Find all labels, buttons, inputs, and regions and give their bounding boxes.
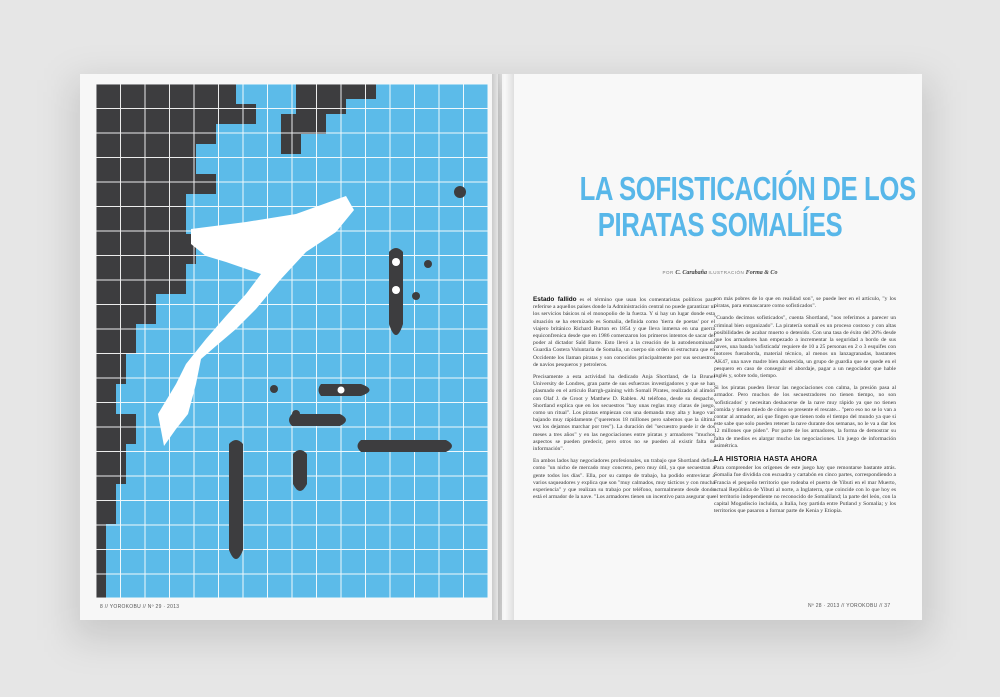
paragraph bbox=[533, 296, 715, 369]
boat bbox=[293, 450, 307, 491]
boat bbox=[229, 440, 243, 559]
byline-author: C. Carabaña bbox=[675, 270, 707, 276]
text-column-1 bbox=[533, 296, 715, 506]
byline-illustrator: Forma & Co bbox=[745, 270, 778, 276]
paragraph: son más pobres de lo que en realidad son", se puede leer en el artículo, "y los piratas, para enmascarare como sofisticados". bbox=[714, 296, 896, 310]
article-title bbox=[579, 170, 916, 243]
byline-por: POR bbox=[662, 270, 674, 275]
paragraph: Precisamente a esta actividad ha dedicado Anja Shortland, de la Brunel University de Londres, gran parte de sus esfuerzos investigadores y que se han plasmado en el artículo Barrgh-gaining with Somali Pirates, realizado al alimón con Olaf J. de Groot y Matthew D. Rablen. Al teléfono, desde su despacho, Shortland explica que en los secuestros "hay unas reglas muy claras de juego, como un ritual". Los piratas empiezan con una demanda muy alta y luego van bajando muy rápidamente ("queremos 18 millones pero sabemos que la última vez los dejamos marchar por tres"). La duración del "secuestro puede ir de dos meses a tres años" y en las negociaciones entre piratas y armadores "muchos aspectos se pueden predecir, pero otros no se pueden al existir falta de información". bbox=[533, 374, 715, 453]
byline-ilustracion: ILUSTRACIÓN bbox=[708, 270, 745, 275]
section-heading: LA HISTORIA HASTA AHORA bbox=[714, 456, 818, 464]
title-line-1: LA SOFISTICACIÓN DE LOS bbox=[579, 170, 916, 207]
right-folio: Nº 28 · 2013 // YOROKOBU // 37 bbox=[808, 603, 891, 609]
boat-window bbox=[392, 258, 400, 266]
boat bbox=[289, 414, 346, 426]
boat bbox=[358, 440, 453, 452]
paragraph: En ambos lados hay negociadores profesionales, un trabajo que Shortland define como "un nicho de mercado muy concreto, pero muy útil, ya que secuestran a gente todos los días". Ella, por su campo de trabajo, ha podido entrevistar a varios saqueadores y explica que son "muy calmados, muy tácticos y con mucha experiencia" y que realizan su trabajo por teléfono, normalmente desde donde está el armador de la nave. "Los armadores tienen un incentivo para asegurar que bbox=[533, 458, 715, 501]
boat-window bbox=[392, 286, 400, 294]
title-line-2: PIRATAS SOMALÍES bbox=[597, 206, 843, 243]
paragraph-text: es el término que usan los comentaristas políticos para referirse a aquellos países donde la Administración central no puede garantizar ni los servicios básicos ni el monopolio de la fuerza. Y si hay un lugar donde esta situación se ha eternizado es Somalia, definida como 'tierra de poetas' por el viajero británico Richard Burton en 1854 y que lleva inmersa en una guerra equiconfrenica desde que en 1986 comenzaron los primeros intentos de sacar del poder al dictador Saïd Barre. Esto llevó a la creación de la autodenominada Guardia Costera Voluntaria de Somalia, un cuerpo sin orden ni estructura que en Occidente los llaman piratas y son conocidos principalmente por sus secuestros de navíos pesqueros y petroleros. bbox=[533, 297, 715, 368]
paragraph: "Cuando decimos sofisticados", cuenta Shortland, "nos referimos a parecer un criminal bien organizado". La piratería somalí es un proceso costoso y con altas posibilidades de acabar muerto o detenido. Con una tasa de éxito del 20% desde que los armadores han empezado a incrementar la seguridad a bordo de sus naves, una banda 'sofisticada' requiere de 10 a 25 personas en 2 o 3 esquifes con motores fueraborda, material técnico, al menos un lanzagranadas, bastantes AK47, una nave madre bien abastecida, un grupo de guardia que se quede en el pesquero en caso de conseguir el abordaje, pagar a un negociador que hable inglés y, sobre todo, tiempo. bbox=[714, 315, 896, 380]
left-folio: 8 // YOROKOBU // Nº 29 · 2013 bbox=[100, 604, 180, 610]
spine-gutter bbox=[492, 74, 514, 620]
paragraph: Si los piratas pueden llevar las negociaciones con calma, la presión pasa al armador. Pero muchos de los secuestradores no tienen tiempo, no son 'sofisticados' y necesitan deshacerse de la nave muy rápido ya que no tienen comida y tienen miedo de cómo se presente el rescate... "pero eso no se lo van a contar al armador, así que fingen que tienen todo el tiempo del mundo ya que si este sabe que solo pueden retener la nave durante dos semanas, no le va a dar los 12 millones que piden". Por parte de los armadores, la forma de demostrar su falta de medios es alargar mucho las negociaciones. Un juego de información asimétrica. bbox=[714, 385, 896, 449]
text-column-2 bbox=[714, 296, 896, 521]
paragraph: Para comprender los orígenes de este juego hay que remontarse bastante atrás. Somalia fue dividida con escuadra y cartabón en cinco partes, correspondiendo a Francia el pequeño territorio que rodeaba el puerto de Yibuti en el mar Muerto, actual República de Yibuti al norte, a Inglaterra, que coincide con lo que hoy es el territorio independiente no reconocido de Somaliland; la parte del león, con la capital Mogadiscio incluida, a Italia, hoy partida entre Putland y Somalia; y los territorios que pasaron a formar parte de Kenia y Etiopía. bbox=[714, 465, 896, 515]
buoy bbox=[270, 385, 278, 393]
lead-in: Estado fallido bbox=[533, 296, 577, 303]
buoy bbox=[412, 292, 420, 300]
boat-window bbox=[338, 387, 345, 394]
somalia-map-illustration bbox=[96, 84, 488, 598]
buoy bbox=[424, 260, 432, 268]
buoy bbox=[454, 186, 466, 198]
byline bbox=[540, 270, 900, 276]
